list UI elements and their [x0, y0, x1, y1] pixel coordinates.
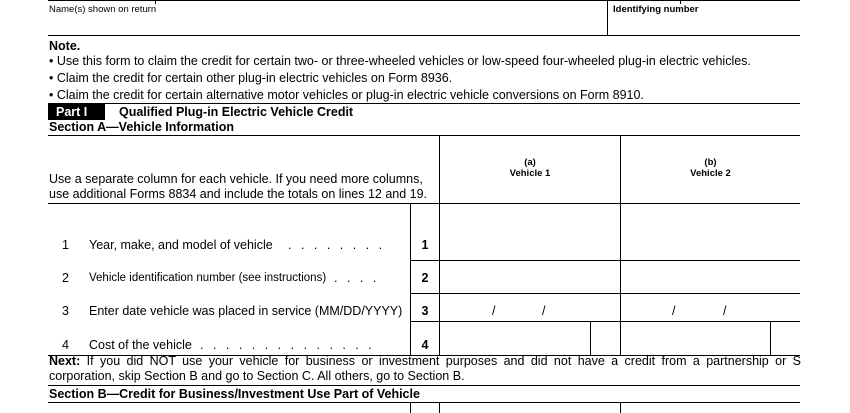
note-title: Note. [49, 39, 81, 53]
names-input[interactable] [49, 16, 605, 34]
line4-box: 4 [421, 338, 429, 352]
section-b-title: Section B—Credit for Business/Investment Use Part of Vehicle [49, 387, 420, 401]
id-label: Identifying number [613, 4, 699, 15]
line2-number: 2 [62, 271, 69, 285]
line1-vehicle2-input[interactable] [622, 205, 799, 259]
line3-vehicle1-date-input[interactable] [441, 295, 619, 320]
line3-vehicle2-date-input[interactable] [622, 295, 799, 320]
names-label: Name(s) shown on return [49, 4, 157, 15]
line1-box: 1 [421, 238, 429, 252]
note-item-3: • Claim the credit for certain alternative motor vehicles or plug-in electric vehicle conversions on Form 8910. [49, 88, 644, 102]
line3-box: 3 [421, 304, 429, 318]
col-b-label: Vehicle 2 [690, 168, 731, 179]
section-a-instructions-line2: use additional Forms 8834 and include the totals on lines 12 and 19. [49, 187, 428, 201]
line1-label: Year, make, and model of vehicle [89, 238, 273, 252]
line3-v2-sep1: / [672, 304, 676, 318]
line4-label: Cost of the vehicle [89, 338, 192, 352]
part1-title: Qualified Plug-in Electric Vehicle Credit [119, 105, 354, 119]
line4-dots: . . . . . . . . . . . . . . [200, 338, 375, 352]
next-paragraph-line1 [49, 354, 801, 369]
col-b-letter: (b) [704, 157, 717, 168]
note-item-2: • Claim the credit for certain other plug-in electric vehicles on Form 8936. [49, 71, 453, 85]
section-a-title: Section A—Vehicle Information [49, 120, 234, 134]
section-a-instructions-line1: Use a separate column for each vehicle. If you need more columns, [49, 172, 423, 186]
line4-vehicle1-cents-input[interactable] [592, 323, 619, 355]
line1-vehicle1-input[interactable] [441, 205, 619, 259]
line1-dots: . . . . . . . . [288, 238, 386, 252]
next-text-line1: If you did NOT use your vehicle for business or investment purposes and did not have a credit from a partnership or S [86, 354, 801, 368]
line4-vehicle2-cents-input[interactable] [772, 323, 799, 355]
line4-vehicle2-dollars-input[interactable] [622, 323, 769, 355]
next-label: Next: [49, 354, 81, 368]
note-item-1: • Use this form to claim the credit for certain two- or three-wheeled vehicles or low-speed four-wheeled plug-in electric vehicles. [49, 54, 751, 68]
line1-number: 1 [62, 238, 69, 252]
line2-label: Vehicle identification number (see instructions) [89, 272, 327, 284]
line2-vehicle2-input[interactable] [622, 262, 799, 292]
next-paragraph-line2: corporation, skip Section B and go to Section C. All others, go to Section B. [49, 369, 465, 383]
col-a-label: Vehicle 1 [509, 168, 551, 179]
line2-dots: . . . . [334, 271, 380, 285]
line3-label: Enter date vehicle was placed in service (MM/DD/YYYY) [89, 304, 403, 318]
line3-v1-sep1: / [492, 304, 496, 318]
part1-badge: Part I [48, 104, 105, 120]
line4-number: 4 [62, 338, 69, 352]
col-a-letter: (a) [524, 157, 536, 168]
line2-vehicle1-input[interactable] [441, 262, 619, 292]
line4-vehicle1-dollars-input[interactable] [441, 323, 589, 355]
line3-v2-sep2: / [723, 304, 727, 318]
line3-number: 3 [62, 304, 69, 318]
identifying-number-input[interactable] [610, 16, 800, 34]
line3-v1-sep2: / [542, 304, 546, 318]
line2-box: 2 [421, 271, 429, 285]
